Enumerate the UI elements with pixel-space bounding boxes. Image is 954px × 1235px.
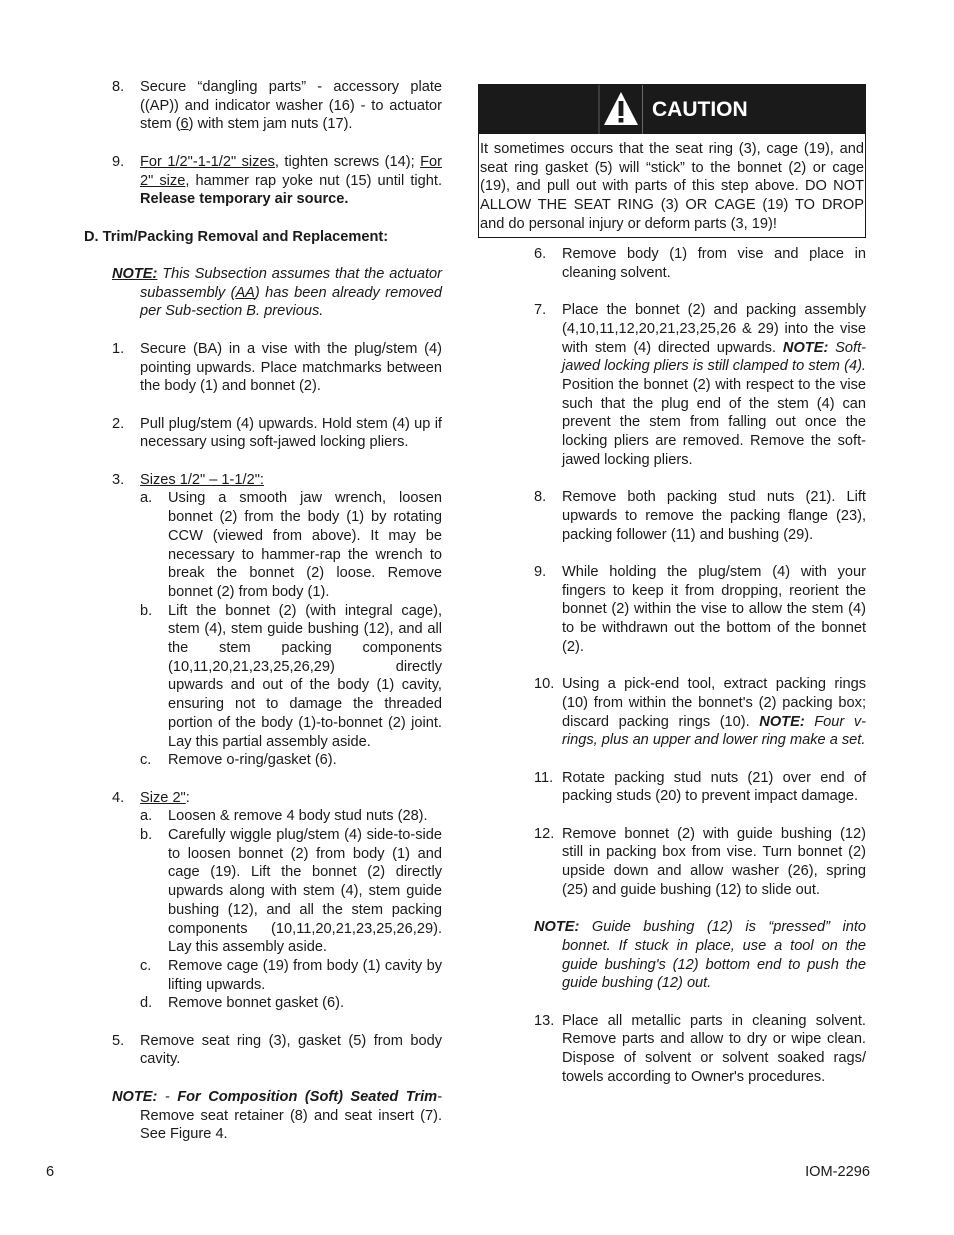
stem-reference: 6 [180, 116, 189, 133]
step-number: 8. [534, 489, 547, 506]
step-9 [534, 563, 866, 657]
note-emphasis: For Composition (Soft) Seated Trim [177, 1088, 438, 1105]
substep-text: Remove o-ring/gasket (6). [168, 752, 337, 769]
left-column [112, 78, 442, 209]
substep-d [140, 994, 442, 1013]
step-number: 5. [112, 1032, 125, 1049]
step-text: While holding the plug/stem (4) with your fingers to keep it from dropping, reorient the bonnet (2) within the vise to allow the stem (4) to be withdrawn out the bottom of the bonnet (2). [562, 563, 866, 655]
substep-label: d. [140, 995, 153, 1012]
step-number: 10. [534, 676, 555, 693]
substep-text: Using a smooth jaw wrench, loosen bonnet (2) from the body (1) by rotating CCW (viewed from above). It may be necessary to hammer-rap the wrench to break the bonnet (2) loose. Remove bonnet (2) from body (1). [168, 490, 442, 600]
step-10 [534, 675, 866, 750]
substep-b [140, 826, 442, 957]
step-text: Remove seat ring (3), gasket (5) from body cavity. [140, 1032, 442, 1068]
step-number: 12. [534, 825, 555, 842]
step-title: Sizes 1/2" – 1-1/2": [140, 471, 264, 488]
note-text: Soft-jawed locking pliers is still clamped to stem (4). [562, 339, 867, 375]
note-label: NOTE: [112, 1088, 158, 1105]
step-12 [534, 825, 866, 900]
substep-label: b. [140, 827, 153, 844]
step-7 [534, 301, 866, 469]
substep-label: c. [140, 957, 152, 974]
note-text: Remove seat retainer (8) and seat insert (7). See Figure 4. [140, 1107, 442, 1143]
substep-text: Carefully wiggle plug/stem (4) side-to-side to loosen bonnet (2) from body (1) and cage (19). Lift the bonnet (2) directly upwards along with stem (4), stem guide bushing (12), and all the stem packing components (10,11,20,21,23,25,26,29). Lay this assembly aside. [168, 827, 442, 956]
note-text: Guide bushing (12) is “pressed” into bonnet. If stuck in place, use a tool on the guide bushing's (12) bottom end to push the guide bushing (12) out. [562, 919, 866, 992]
substep-text: Remove bonnet gasket (6). [168, 995, 345, 1012]
note-text: This Subsection assumes that the actuator subassembly ( [140, 266, 442, 301]
left-column-lower [112, 265, 442, 1144]
step-text: Place all metallic parts in cleaning solvent. Remove parts and allow to dry or wipe clean. Dispose of solvent or solvent soaked rags/ towels according to Owner's procedures. [562, 1012, 866, 1085]
note-text: ) has been already removed per Sub-section B. previous. [140, 284, 442, 320]
document-id: IOM-2296 [805, 1164, 870, 1180]
note-ref: AA [235, 284, 255, 301]
substep-c [140, 751, 442, 770]
note-dash: - [157, 1088, 178, 1105]
step-number: 9. [112, 153, 125, 170]
step-text: Remove bonnet (2) with guide bushing (12) still in packing box from vise. Turn bonnet (2) upside down and allow washer (26), spring (25) and guide bushing (12) to slide out. [562, 825, 866, 898]
substep-label: b. [140, 602, 153, 619]
step-3 [112, 471, 442, 770]
right-column [534, 245, 866, 1087]
step-13 [534, 1012, 866, 1087]
step-number: 2. [112, 415, 125, 432]
step-text: Secure (BA) in a vise with the plug/stem (4) pointing upwards. Place matchmarks between the body (1) and bonnet (2). [140, 340, 442, 395]
note-label: NOTE: [759, 713, 805, 730]
step-text: Place the bonnet (2) and packing assembly (4,10,11,12,20,21,23,25,26 & 29) into the vise with stem (4) directed upwards. [562, 302, 866, 356]
note-label: NOTE: [782, 339, 829, 356]
substep-text: Loosen & remove 4 body stud nuts (28). [168, 808, 428, 825]
step-6 [534, 245, 866, 282]
substep-a [140, 489, 442, 601]
caution-text: It sometimes occurs that the seat ring (3), cage (19), and seat ring gasket (5) will “stick” to the bonnet (2) or cage (19), and pull out with parts of this step above. DO NOT ALLOW THE SEAT RING (3) OR CAGE (19) TO DROP and do personal injury or deform parts (3, 19)! [480, 141, 864, 232]
substep-b [140, 602, 442, 752]
substep-text: Lift the bonnet (2) (with integral cage), stem (4), stem guide bushing (12), and all the stem packing components (10,11,20,21,23,25,26,29) directly upwards and out of the body (1) cavity, ensuring not to damage the threaded portion of the body (1)-to-bonnet (2) joint. Lay this partial assembly aside. [168, 602, 442, 750]
substep-c [140, 957, 442, 994]
substep-label: a. [140, 808, 153, 825]
step-title: Size 2" [140, 789, 186, 806]
warning-triangle-icon [601, 87, 641, 131]
step-number: 9. [534, 563, 547, 580]
step-9 [112, 153, 442, 209]
step-title-end: : [185, 789, 190, 806]
step-5 [112, 1032, 442, 1069]
release-air-instruction: Release temporary air source. [140, 191, 349, 208]
page-number: 6 [46, 1164, 55, 1180]
step-number: 3. [112, 471, 125, 488]
step-text: Pull plug/stem (4) upwards. Hold stem (4) up if necessary using soft-jawed locking pliers. [140, 415, 442, 451]
step-number: 1. [112, 340, 125, 357]
caution-header [479, 85, 865, 134]
step-number: 7. [534, 302, 547, 319]
note-label: NOTE: [534, 919, 580, 936]
step-text: Rotate packing stud nuts (21) over end of packing studs (20) to prevent impact damage. [562, 769, 866, 805]
step-text: Position the bonnet (2) with respect to the vise such that the plug end of the stem (4) can prevent the stem from falling out once the locking pliers are removed. Remove the soft-jawed locking pliers. [562, 376, 866, 468]
step-8 [112, 78, 442, 134]
step-1 [112, 340, 442, 396]
section-heading: D. Trim/Packing Removal and Replacement: [84, 229, 389, 245]
step-text: tighten screws (14); [278, 153, 421, 170]
step-number: 4. [112, 789, 125, 806]
step-text: Remove body (1) from vise and place in cleaning solvent. [562, 246, 866, 281]
step-number: 8. [112, 79, 125, 95]
step-8 [534, 488, 866, 544]
step-text: , hammer rap yoke nut (15) until tight. [185, 172, 442, 189]
caution-box [478, 84, 866, 238]
substep-label: a. [140, 490, 153, 507]
size-label-small: For 1/2"-1-1/2" sizes, [140, 153, 279, 170]
step-text: Remove both packing stud nuts (21). Lift upwards to remove the packing flange (23), packing follower (11) and bushing (29). [562, 489, 866, 543]
caution-title: CAUTION [652, 98, 748, 121]
step-4 [112, 789, 442, 1013]
step-number: 13. [534, 1012, 555, 1029]
note-dash: - [437, 1088, 442, 1105]
substep-a [140, 807, 442, 826]
note-subsection [112, 265, 442, 321]
step-11 [534, 769, 866, 806]
note-guide-bushing [534, 918, 866, 993]
substep-text: Remove cage (19) from body (1) cavity by lifting upwards. [168, 957, 442, 993]
size-label-large: For 2" size [140, 153, 442, 189]
step-text: Secure “dangling parts” - accessory plate ((AP)) and indicator washer (16) - to actuator stem ( [140, 79, 442, 133]
step-number: 11. [534, 769, 554, 786]
step-text: Using a pick-end tool, extract packing rings (10) from within the bonnet's (2) packing box; discard packing rings (10). [562, 676, 866, 730]
step-number: 6. [534, 246, 547, 262]
substep-label: c. [140, 752, 152, 769]
step-text-end: ) with stem jam nuts (17). [188, 116, 353, 133]
note-text: Four v-rings, plus an upper and lower ring make a set. [562, 713, 866, 749]
note-label: NOTE: [112, 266, 158, 282]
step-2 [112, 415, 442, 452]
note-soft-seat [112, 1088, 442, 1144]
